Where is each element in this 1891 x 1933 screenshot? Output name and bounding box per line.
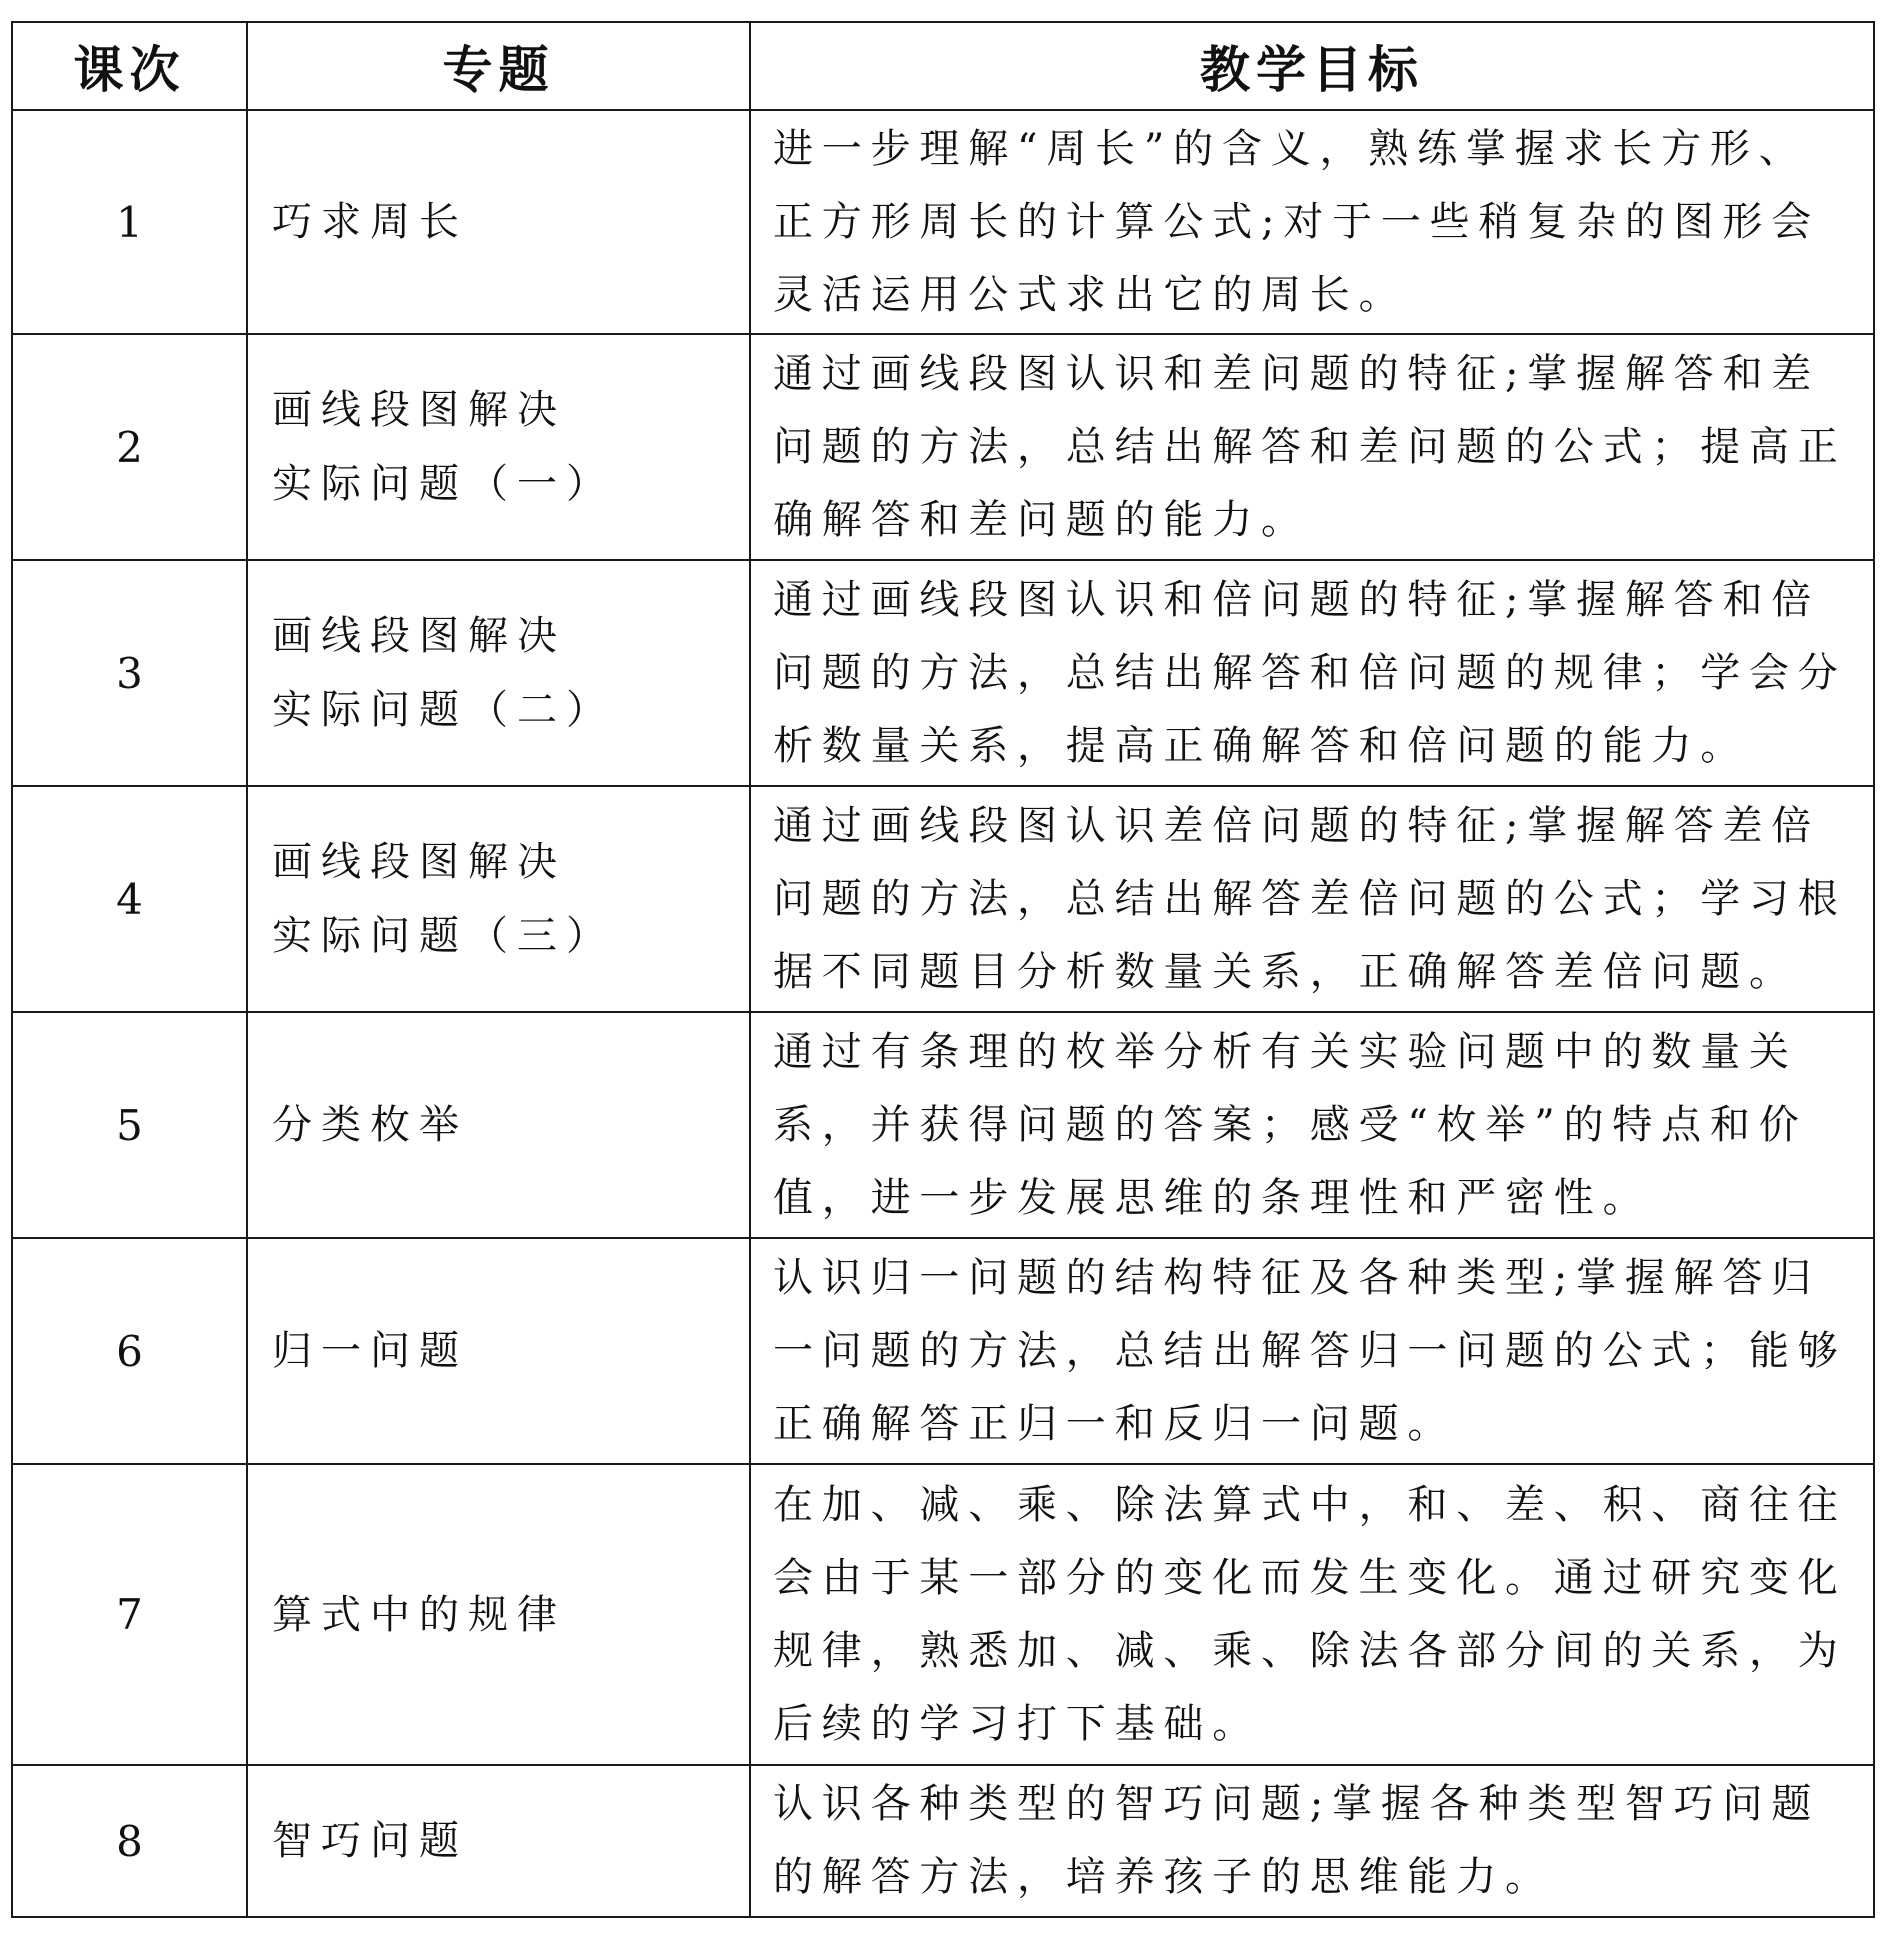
table-body bbox=[12, 110, 1874, 1917]
goal-line: 析数量关系，提高正确解答和倍问题的能力。 bbox=[773, 722, 1749, 769]
goal-line: 会由于某一部分的变化而发生变化。通过研究变化 bbox=[773, 1554, 1847, 1601]
topic-cell bbox=[247, 560, 750, 786]
goal-line: 正方形周长的计算公式;对于一些稍复杂的图形会 bbox=[773, 198, 1821, 245]
goal-cell bbox=[750, 786, 1874, 1012]
topic-line: 归一问题 bbox=[272, 1328, 468, 1374]
goal-line: 正确解答正归一和反归一问题。 bbox=[773, 1400, 1457, 1447]
lesson-number: 3 bbox=[12, 560, 247, 786]
table-row bbox=[12, 334, 1874, 560]
goal-cell bbox=[750, 1464, 1874, 1765]
goal-line: 认识各种类型的智巧问题;掌握各种类型智巧问题 bbox=[773, 1781, 1821, 1827]
lesson-number: 6 bbox=[12, 1238, 247, 1464]
topic-line: 画线段图解决 bbox=[272, 839, 566, 885]
goal-line: 问题的方法，总结出解答和倍问题的规律；学会分 bbox=[773, 649, 1847, 696]
lesson-plan-table bbox=[11, 21, 1875, 1918]
topic-cell bbox=[247, 1012, 750, 1238]
topic-line: 实际问题（二） bbox=[272, 687, 615, 733]
goal-line: 通过有条理的枚举分析有关实验问题中的数量关 bbox=[773, 1028, 1798, 1075]
topic-line: 画线段图解决 bbox=[272, 387, 566, 433]
goal-line: 的解答方法，培养孩子的思维能力。 bbox=[773, 1854, 1554, 1900]
topic-cell bbox=[247, 334, 750, 560]
topic-line: 智巧问题 bbox=[272, 1818, 468, 1864]
goal-line: 通过画线段图认识和差问题的特征;掌握解答和差 bbox=[773, 350, 1821, 397]
goal-line: 规律，熟悉加、减、乘、除法各部分间的关系，为 bbox=[773, 1627, 1847, 1674]
goal-cell bbox=[750, 110, 1874, 334]
topic-line: 巧求周长 bbox=[272, 199, 468, 245]
table-header bbox=[12, 22, 1874, 110]
goal-line: 认识归一问题的结构特征及各种类型;掌握解答归 bbox=[773, 1254, 1821, 1301]
goal-line: 确解答和差问题的能力。 bbox=[773, 496, 1310, 543]
lesson-number: 4 bbox=[12, 786, 247, 1012]
table-row bbox=[12, 786, 1874, 1012]
header-row bbox=[12, 22, 1874, 110]
table-row bbox=[12, 110, 1874, 334]
goal-line: 一问题的方法，总结出解答归一问题的公式；能够 bbox=[773, 1327, 1847, 1374]
header-topic: 专题 bbox=[247, 22, 750, 110]
topic-line: 实际问题（一） bbox=[272, 461, 615, 507]
lesson-number: 5 bbox=[12, 1012, 247, 1238]
goal-line: 在加、减、乘、除法算式中，和、差、积、商往往 bbox=[773, 1481, 1847, 1528]
table-row bbox=[12, 1012, 1874, 1238]
topic-cell bbox=[247, 1464, 750, 1765]
goal-line: 灵活运用公式求出它的周长。 bbox=[773, 271, 1408, 318]
header-goals: 教学目标 bbox=[750, 22, 1874, 110]
goal-cell bbox=[750, 1765, 1874, 1917]
table-row bbox=[12, 560, 1874, 786]
topic-line: 画线段图解决 bbox=[272, 613, 566, 659]
topic-line: 分类枚举 bbox=[272, 1102, 468, 1148]
goal-line: 值，进一步发展思维的条理性和严密性。 bbox=[773, 1174, 1652, 1221]
goal-cell bbox=[750, 1012, 1874, 1238]
topic-line: 实际问题（三） bbox=[272, 913, 615, 959]
goal-line: 通过画线段图认识和倍问题的特征;掌握解答和倍 bbox=[773, 576, 1821, 623]
goal-cell bbox=[750, 1238, 1874, 1464]
goal-line: 系，并获得问题的答案；感受“枚举”的特点和价 bbox=[773, 1101, 1808, 1148]
lesson-number: 2 bbox=[12, 334, 247, 560]
lesson-number: 8 bbox=[12, 1765, 247, 1917]
goal-line: 据不同题目分析数量关系，正确解答差倍问题。 bbox=[773, 948, 1798, 995]
lesson-number: 7 bbox=[12, 1464, 247, 1765]
lesson-number: 1 bbox=[12, 110, 247, 334]
topic-cell bbox=[247, 1238, 750, 1464]
goal-line: 进一步理解“周长”的含义，熟练掌握求长方形、 bbox=[773, 125, 1808, 172]
header-lesson: 课次 bbox=[12, 22, 247, 110]
goal-line: 问题的方法，总结出解答和差问题的公式；提高正 bbox=[773, 423, 1847, 470]
goal-line: 问题的方法，总结出解答差倍问题的公式；学习根 bbox=[773, 875, 1847, 922]
table-row bbox=[12, 1464, 1874, 1765]
topic-cell bbox=[247, 1765, 750, 1917]
topic-line: 算式中的规律 bbox=[272, 1591, 566, 1638]
goal-cell bbox=[750, 560, 1874, 786]
topic-cell bbox=[247, 786, 750, 1012]
goal-line: 通过画线段图认识差倍问题的特征;掌握解答差倍 bbox=[773, 802, 1821, 849]
table-row bbox=[12, 1765, 1874, 1917]
goal-line: 后续的学习打下基础。 bbox=[773, 1700, 1261, 1747]
table-row bbox=[12, 1238, 1874, 1464]
goal-cell bbox=[750, 334, 1874, 560]
topic-cell bbox=[247, 110, 750, 334]
